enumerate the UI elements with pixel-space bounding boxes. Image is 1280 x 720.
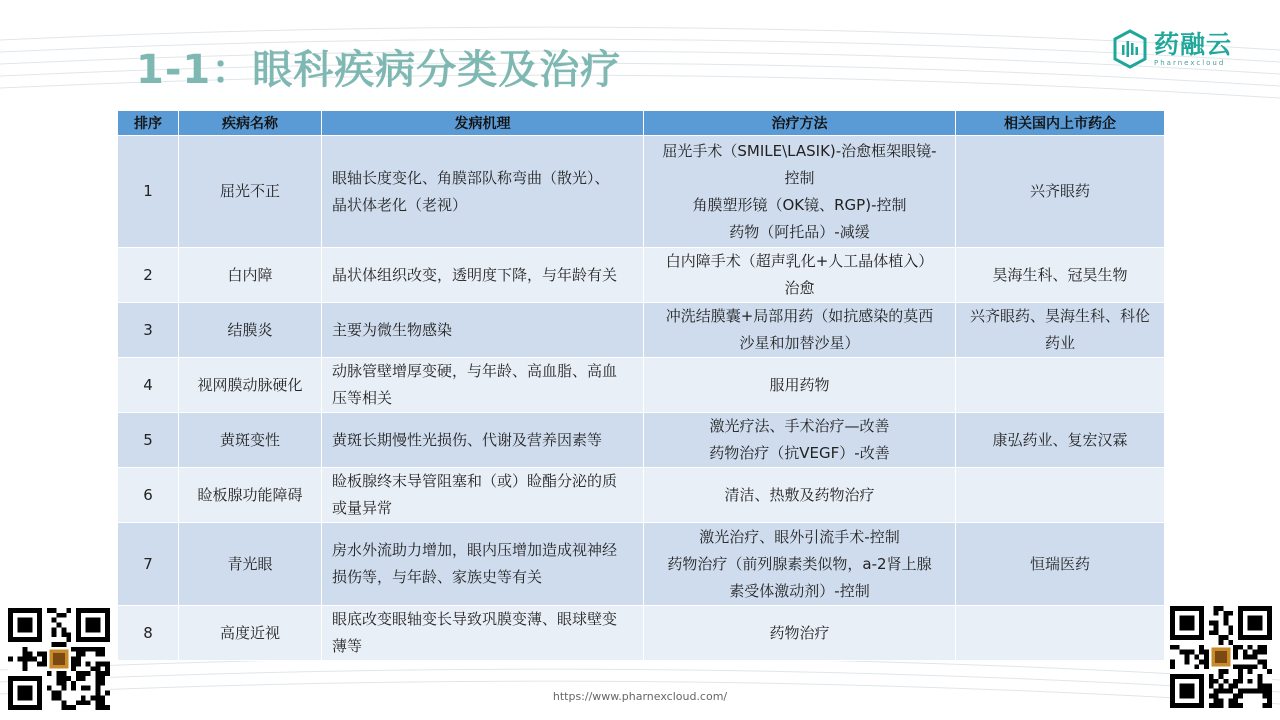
table-header-row xyxy=(118,111,1165,136)
cell-mechanism xyxy=(322,136,644,248)
table-row xyxy=(118,606,1165,661)
cell-mechanism-line: 房水外流助力增加，眼内压增加造成视神经 xyxy=(332,541,618,559)
cell-treatment-line: 清洁、热敷及药物治疗 xyxy=(724,485,875,504)
cell-treatment-line: 白内障手术（超声乳化+人工晶体植入） xyxy=(665,252,934,270)
cell-treatment-line: 激光治疗、眼外引流手术-控制 xyxy=(699,527,900,546)
cell-rank: 6 xyxy=(118,468,179,523)
cell-mechanism xyxy=(322,248,644,303)
cell-companies xyxy=(956,248,1165,303)
cell-mechanism xyxy=(322,413,644,468)
cell-disease-name: 白内障 xyxy=(179,248,322,303)
cell-companies-line: 兴齐眼药 xyxy=(1029,182,1090,200)
cell-treatment-line: 屈光手术（SMILE\LASIK)-治愈框架眼镜- xyxy=(662,141,937,160)
cell-rank: 2 xyxy=(118,248,179,303)
footer-url: https://www.pharnexcloud.com/ xyxy=(552,690,728,703)
cell-treatment-line: 冲洗结膜囊+局部用药（如抗感染的莫西 xyxy=(665,307,934,325)
cell-mechanism-line: 眼轴长度变化、角膜部队称弯曲（散光）、 xyxy=(332,168,610,187)
cell-companies xyxy=(956,523,1165,606)
cell-rank: 7 xyxy=(118,523,179,606)
cell-companies xyxy=(956,358,1165,413)
cell-companies xyxy=(956,468,1165,523)
cell-mechanism xyxy=(322,303,644,358)
cell-mechanism-line: 或量异常 xyxy=(332,499,393,517)
cell-disease-name: 黄斑变性 xyxy=(179,413,322,468)
table-row xyxy=(118,358,1165,413)
cell-treatment-line: 服用药物 xyxy=(769,375,830,394)
cell-treatment xyxy=(644,358,956,413)
disease-table xyxy=(117,110,1165,661)
cell-treatment-line: 药物治疗 xyxy=(769,623,830,642)
cell-rank: 5 xyxy=(118,413,179,468)
page-title: 1-1：眼科疾病分类及治疗 xyxy=(136,47,622,93)
cell-treatment-line: 药物（阿托品）-减缓 xyxy=(729,222,870,241)
cell-companies xyxy=(956,136,1165,248)
cell-companies-line: 恒瑞医药 xyxy=(1029,554,1090,573)
logo-name: 药融云 xyxy=(1154,29,1233,59)
cell-mechanism-line: 动脉管壁增厚变硬，与年龄、高血脂、高血 xyxy=(332,362,618,380)
cell-treatment-line: 激光疗法、手术治疗—改善 xyxy=(709,417,890,435)
cell-mechanism-line: 损伤等，与年龄、家族史等有关 xyxy=(332,568,543,586)
cell-treatment xyxy=(644,303,956,358)
cell-companies-line: 兴齐眼药、昊海生科、科伦 xyxy=(969,307,1150,325)
table-row xyxy=(118,303,1165,358)
header-rank: 排序 xyxy=(118,111,179,136)
cell-mechanism-line: 晶状体老化（老视） xyxy=(332,195,468,214)
cell-treatment-line: 沙星和加替沙星） xyxy=(739,334,860,352)
cell-treatment-line: 控制 xyxy=(784,168,815,187)
cell-rank: 8 xyxy=(118,606,179,661)
cell-rank: 4 xyxy=(118,358,179,413)
cell-mechanism-line: 压等相关 xyxy=(332,389,393,407)
cell-mechanism-line: 薄等 xyxy=(332,637,363,655)
cell-companies xyxy=(956,606,1165,661)
cell-mechanism-line: 黄斑长期慢性光损伤、代谢及营养因素等 xyxy=(332,430,603,449)
cell-treatment xyxy=(644,248,956,303)
cell-treatment-line: 药物治疗（前列腺素类似物，a-2肾上腺 xyxy=(667,554,932,573)
cell-rank: 3 xyxy=(118,303,179,358)
cell-treatment-line: 药物治疗（抗VEGF）-改善 xyxy=(709,444,890,462)
cell-disease-name: 结膜炎 xyxy=(179,303,322,358)
cell-mechanism-line: 眼底改变眼轴变长导致巩膜变薄、眼球壁变 xyxy=(332,610,618,628)
cell-disease-name: 青光眼 xyxy=(179,523,322,606)
cell-rank: 1 xyxy=(118,136,179,248)
cell-treatment xyxy=(644,606,956,661)
cell-mechanism xyxy=(322,358,644,413)
cell-treatment xyxy=(644,413,956,468)
table-row xyxy=(118,523,1165,606)
cell-treatment xyxy=(644,468,956,523)
cell-disease-name: 视网膜动脉硬化 xyxy=(179,358,322,413)
cell-treatment xyxy=(644,136,956,248)
logo-subtitle: Pharnexcloud xyxy=(1154,58,1226,67)
cell-companies xyxy=(956,413,1165,468)
table-row xyxy=(118,248,1165,303)
header-treatment: 治疗方法 xyxy=(644,111,956,136)
header-companies: 相关国内上市药企 xyxy=(956,111,1165,136)
cell-mechanism xyxy=(322,523,644,606)
table-row xyxy=(118,468,1165,523)
cell-mechanism-line: 晶状体组织改变，透明度下降，与年龄有关 xyxy=(332,265,618,284)
table-row xyxy=(118,136,1165,248)
cell-mechanism-line: 睑板腺终末导管阻塞和（或）睑酯分泌的质 xyxy=(332,472,618,490)
table-row xyxy=(118,413,1165,468)
cell-disease-name: 睑板腺功能障碍 xyxy=(179,468,322,523)
cell-mechanism-line: 主要为微生物感染 xyxy=(332,320,453,339)
cell-companies-line: 康弘药业、复宏汉霖 xyxy=(992,430,1128,449)
cell-mechanism xyxy=(322,468,644,523)
logo-icon xyxy=(1112,29,1148,69)
cell-treatment xyxy=(644,523,956,606)
cell-companies-line: 昊海生科、冠昊生物 xyxy=(992,265,1128,284)
cell-companies xyxy=(956,303,1165,358)
cell-mechanism xyxy=(322,606,644,661)
cell-treatment-line: 治愈 xyxy=(784,279,815,297)
cell-treatment-line: 角膜塑形镜（OK镜、RGP)-控制 xyxy=(692,195,907,214)
cell-disease-name: 高度近视 xyxy=(179,606,322,661)
cell-treatment-line: 素受体激动剂）-控制 xyxy=(729,581,870,600)
cell-companies-line: 药业 xyxy=(1044,334,1075,352)
header-mechanism: 发病机理 xyxy=(322,111,644,136)
cell-disease-name: 屈光不正 xyxy=(179,136,322,248)
brand-logo xyxy=(1112,26,1242,72)
header-disease-name: 疾病名称 xyxy=(179,111,322,136)
